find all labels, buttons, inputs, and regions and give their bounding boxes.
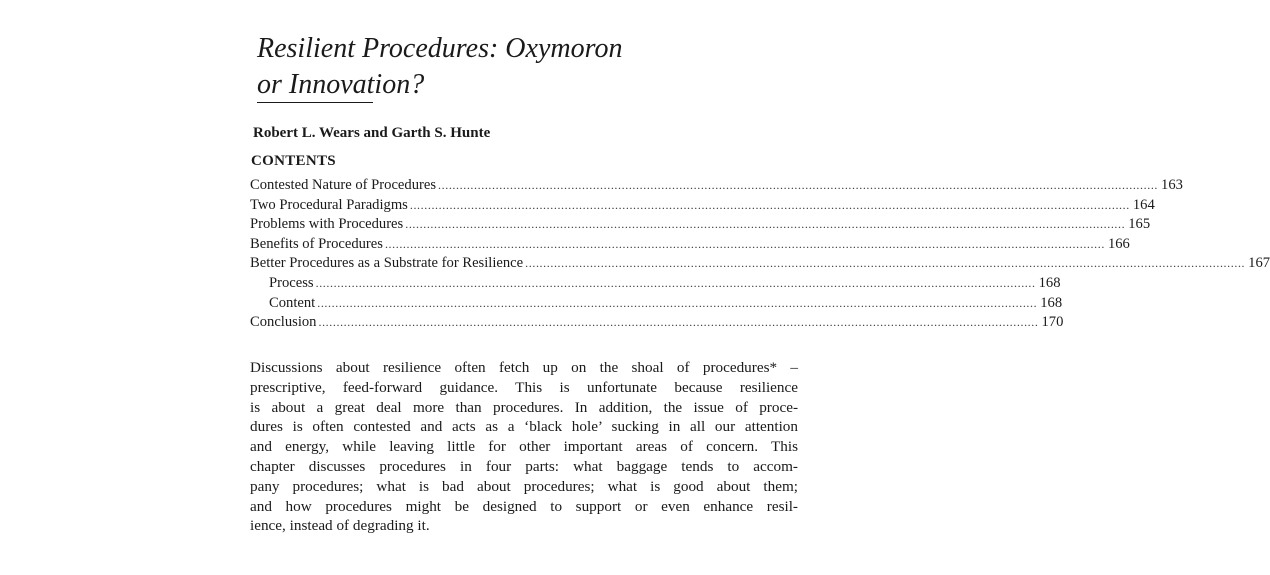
toc-entry-label: Benefits of Procedures xyxy=(250,235,383,252)
toc-entry-page: 168 xyxy=(1038,274,1061,291)
chapter-title-line: or Innovation? xyxy=(257,69,425,100)
chapter-title xyxy=(257,31,777,103)
toc-leader-dots: ........................................................................................................................................................................................................ xyxy=(317,295,1038,310)
toc-entry[interactable] xyxy=(250,313,1064,333)
contents-heading: CONTENTS xyxy=(251,153,336,169)
toc-entry-page: 170 xyxy=(1041,314,1064,331)
toc-entry-page: 163 xyxy=(1161,177,1183,193)
toc-entry-label: Contested Nature of Procedures xyxy=(250,177,437,193)
toc-leader-dots: ........................................................................................................................................................................................................ xyxy=(315,275,1036,290)
title-underline-rule xyxy=(257,102,373,103)
toc-entry[interactable] xyxy=(250,176,1183,196)
toc-entry-label: Content xyxy=(269,294,316,311)
toc-entry-page: 168 xyxy=(1040,294,1063,311)
toc-entry-page: 165 xyxy=(1128,216,1151,233)
toc-entry-page: 166 xyxy=(1107,235,1130,252)
abstract-line: and how procedures might be designed to support or even enhance resil- xyxy=(250,497,798,515)
toc-leader-dots: ........................................................................................................................................................................................................ xyxy=(405,217,1126,232)
abstract-line: is about a great deal more than procedures. In addition, the issue of proce- xyxy=(250,398,798,416)
toc-leader-dots: ........................................................................................................................................................................................................ xyxy=(409,197,1130,212)
chapter-abstract xyxy=(250,358,798,536)
toc-entry-label: Process xyxy=(269,274,314,291)
toc-entry[interactable] xyxy=(250,235,1130,255)
table-of-contents xyxy=(250,176,1270,333)
toc-entry[interactable] xyxy=(250,215,1151,235)
chapter-authors: Robert L. Wears and Garth S. Hunte xyxy=(253,125,491,141)
toc-entry-page: 164 xyxy=(1132,196,1155,213)
toc-subentry[interactable] xyxy=(250,274,1061,294)
toc-entry-label: Better Procedures as a Substrate for Resilience xyxy=(250,255,524,272)
abstract-line: dures is often contested and acts as a ‘black hole’ sucking in all our attention xyxy=(250,418,798,436)
toc-entry-page: 167 xyxy=(1248,255,1270,272)
toc-entry[interactable] xyxy=(250,254,1270,274)
toc-leader-dots: ........................................................................................................................................................................................................ xyxy=(438,178,1159,192)
abstract-line: Discussions about resilience often fetch up on the shoal of procedures* – xyxy=(250,359,798,376)
toc-entry-label: Conclusion xyxy=(250,314,317,331)
abstract-line: chapter discusses procedures in four parts: what baggage tends to accom- xyxy=(250,457,798,475)
toc-leader-dots: ........................................................................................................................................................................................................ xyxy=(318,315,1039,330)
chapter-title-line: Resilient Procedures: Oxymoron xyxy=(257,33,623,64)
toc-entry-label: Problems with Procedures xyxy=(250,216,404,233)
book-page xyxy=(249,0,1270,575)
toc-subentry[interactable] xyxy=(250,294,1063,314)
abstract-line: and energy, while leaving little for other important areas of concern. This xyxy=(250,438,798,456)
abstract-line: prescriptive, feed-forward guidance. This is unfortunate because resilience xyxy=(250,378,798,396)
toc-entry-label: Two Procedural Paradigms xyxy=(250,196,408,213)
toc-entry[interactable] xyxy=(250,196,1155,216)
abstract-line: ience, instead of degrading it. xyxy=(250,517,430,535)
abstract-line: pany procedures; what is bad about procedures; what is good about them; xyxy=(250,477,798,495)
toc-leader-dots: ........................................................................................................................................................................................................ xyxy=(525,256,1246,271)
toc-leader-dots: ........................................................................................................................................................................................................ xyxy=(384,236,1105,251)
